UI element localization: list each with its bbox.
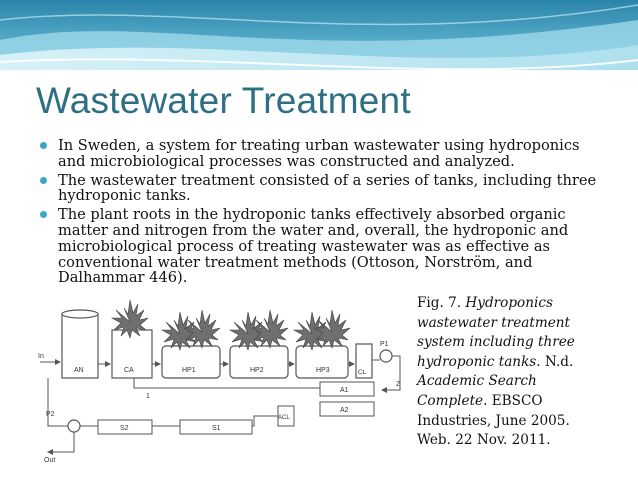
svg-text:P2: P2 (46, 411, 55, 418)
bullet-icon (40, 211, 47, 218)
tank-a2 (320, 402, 374, 416)
tank-acl (278, 406, 294, 426)
figure-caption: Fig. 7. Hydroponics wastewater treatment system including three hydroponic tanks. N.d. Academic Search Complete. EBSCO Industries, June 2005. Web. 22 Nov. 2011. (417, 295, 575, 449)
svg-text:CA: CA (124, 367, 134, 374)
svg-text:S2: S2 (120, 425, 129, 432)
bullet-item: The wastewater treatment consisted of a series of tanks, including three hydroponic tanks. (38, 173, 608, 205)
svg-text:HP3: HP3 (316, 367, 330, 374)
bullet-item: In Sweden, a system for treating urban wastewater using hydroponics and microbiological processes was constructed and analyzed. (38, 138, 608, 170)
tank-an (62, 310, 98, 378)
label-in: In (38, 353, 44, 360)
label-out: Out (44, 457, 56, 464)
svg-text:P1: P1 (380, 341, 389, 348)
bullet-icon (40, 177, 47, 184)
svg-text:A2: A2 (340, 407, 349, 414)
page-title: Wastewater Treatment (36, 80, 411, 121)
label-2: 2 (396, 381, 400, 388)
label-1: 1 (146, 393, 150, 400)
treatment-diagram (34, 294, 411, 466)
tank-s1 (180, 420, 252, 434)
svg-text:S1: S1 (212, 425, 221, 432)
svg-text:A1: A1 (340, 387, 349, 394)
tank-s2 (98, 420, 152, 434)
svg-text:ACL: ACL (278, 415, 290, 421)
svg-text:HP2: HP2 (250, 367, 264, 374)
tank-cl (356, 344, 372, 378)
svg-text:CL: CL (358, 369, 367, 376)
bullet-icon (40, 142, 47, 149)
tank-a1 (320, 382, 374, 396)
svg-text:AN: AN (74, 367, 84, 374)
header-banner (0, 0, 638, 76)
bullet-item: The plant roots in the hydroponic tanks effectively absorbed organic matter and nitrogen from the water and, overall, the hydroponic and microbiological process of treating wastewater was as effective as conventional water treatment methods (Ottoson, Norström, and Dalhammar 446). (38, 207, 608, 286)
bullet-list (38, 138, 608, 289)
svg-text:HP1: HP1 (182, 367, 196, 374)
